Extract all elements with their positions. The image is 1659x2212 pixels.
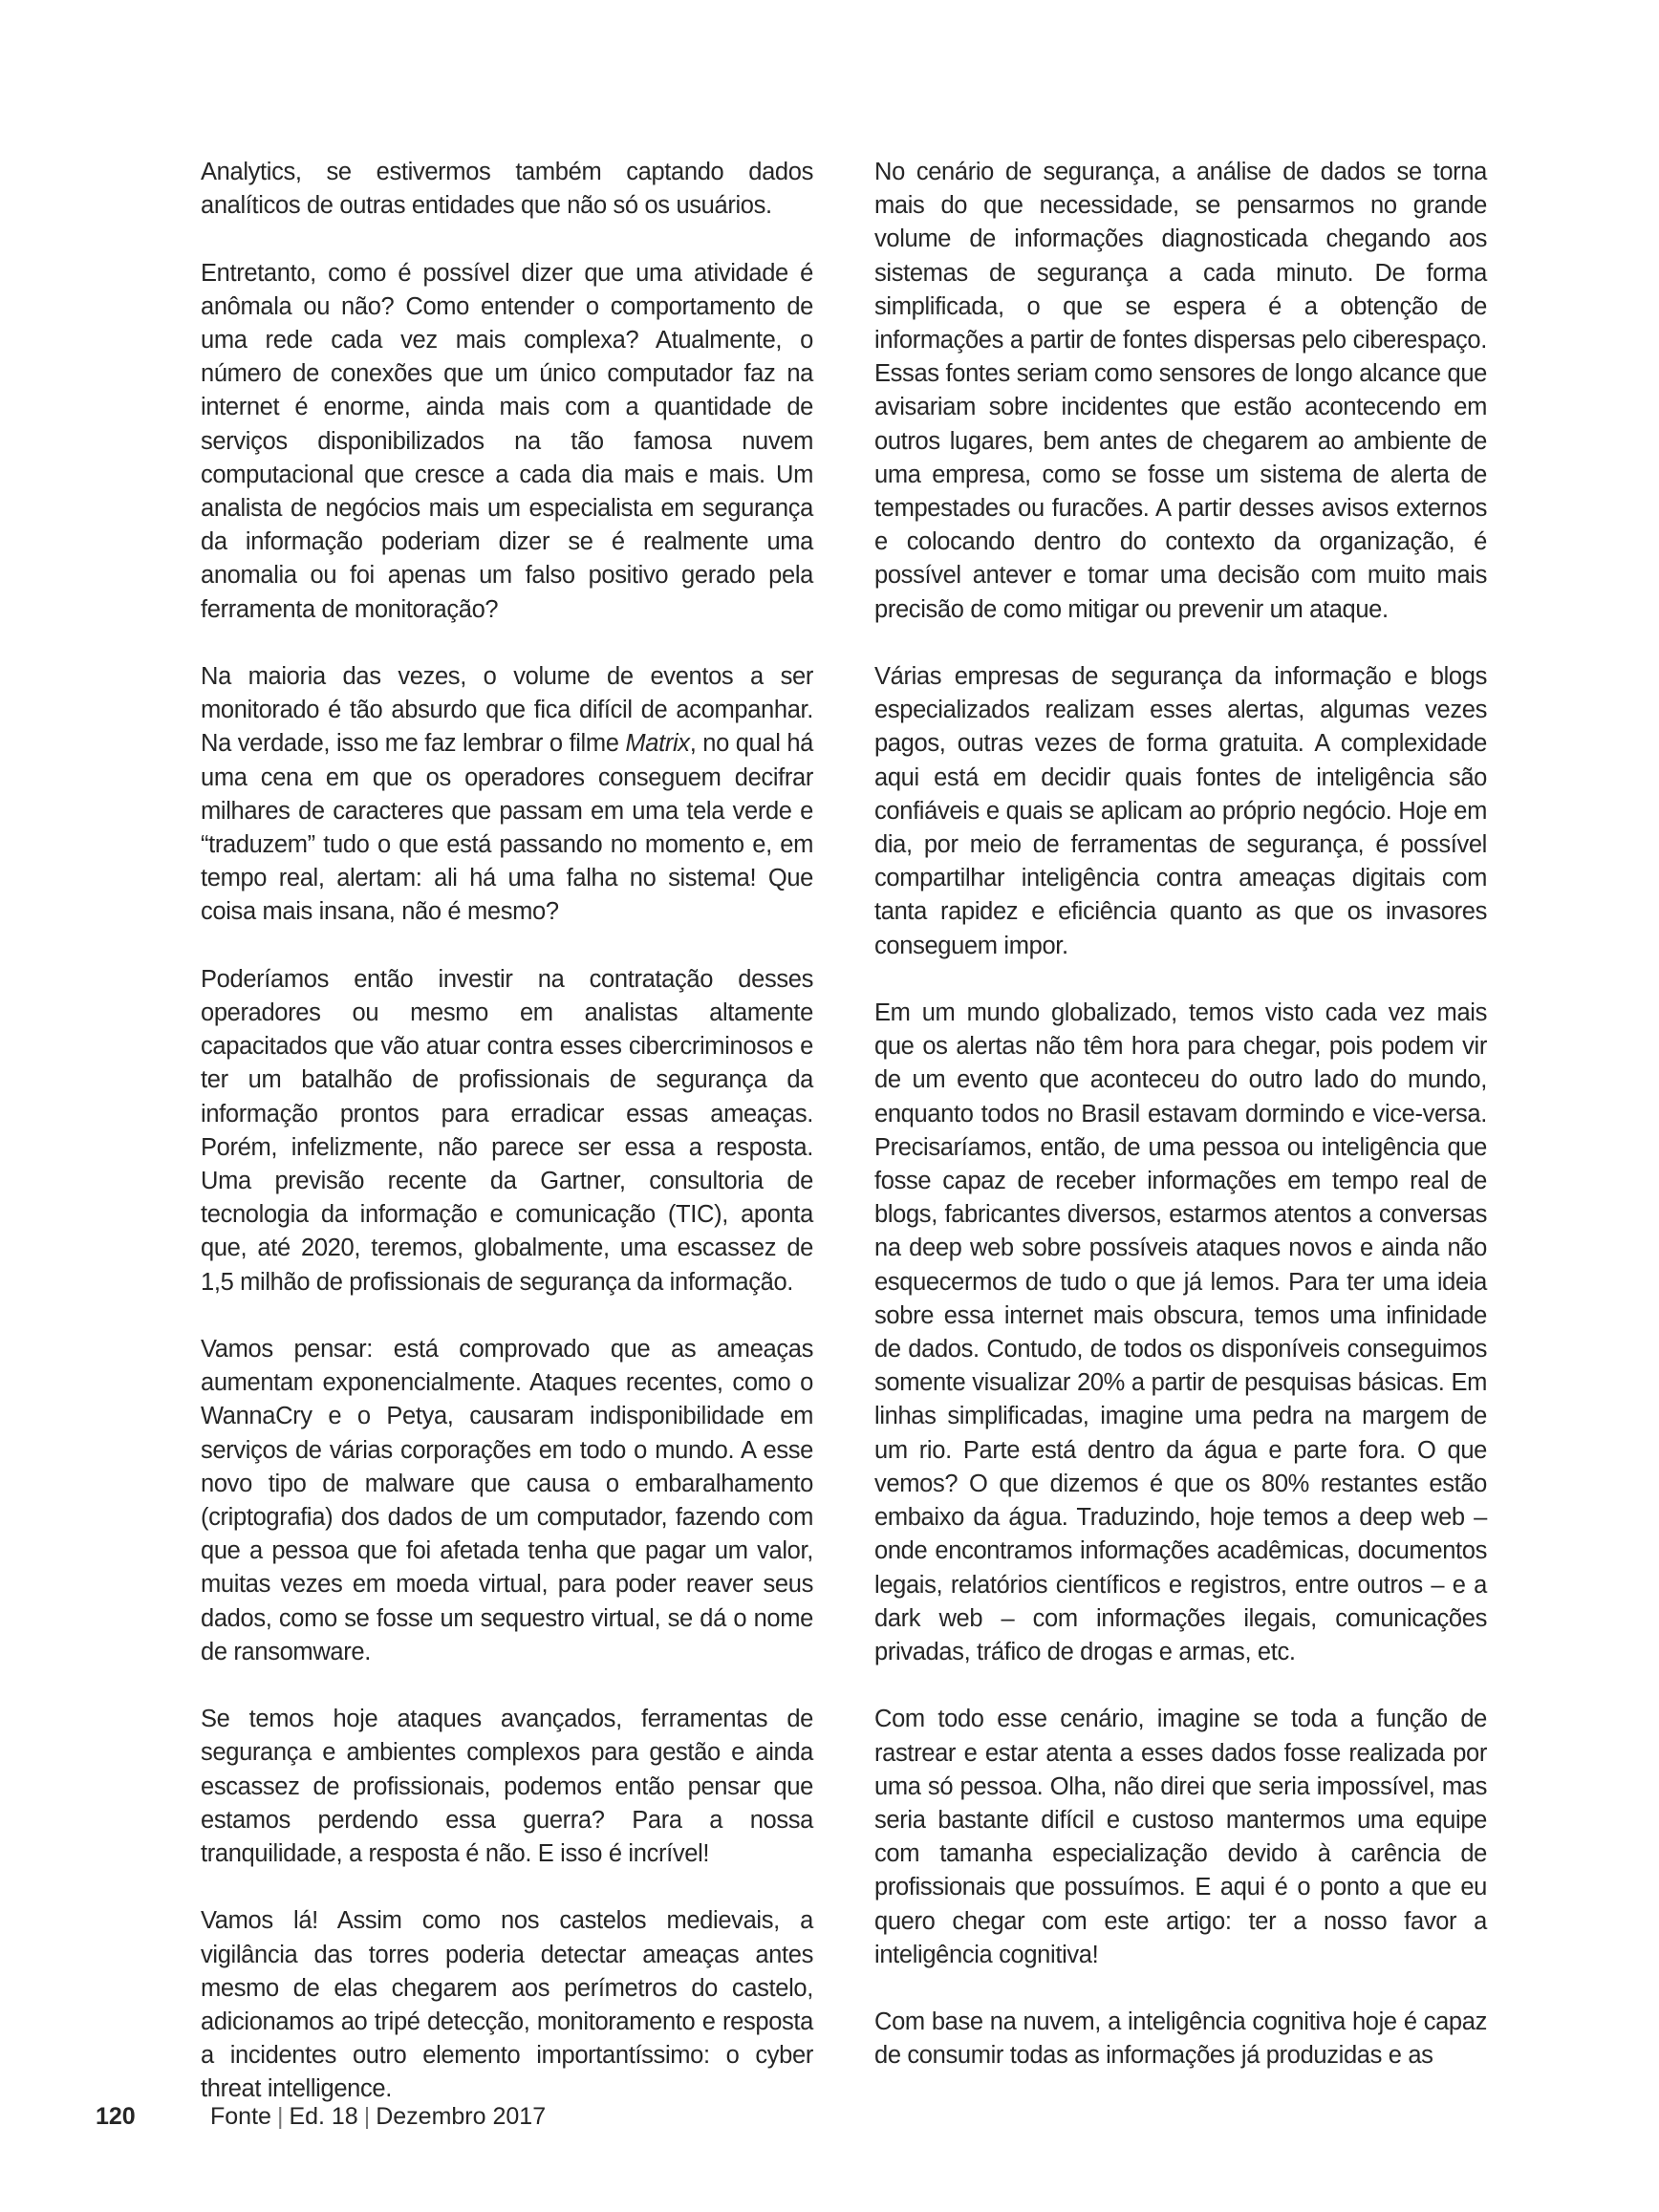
- film-title: Matrix: [625, 730, 690, 758]
- paragraph: Se temos hoje ataques avançados, ferramentas de segurança e ambientes complexos para gestão e ainda escassez de profissionais, podemos então pensar que estamos perdendo essa guerra? Para a nossa tranquilidade, a resposta é não. E isso é incrível!: [201, 1706, 813, 1868]
- separator: |: [363, 2103, 371, 2130]
- paragraph: Em um mundo globalizado, temos visto cada vez mais que os alertas não têm hora para chegar, pois podem vir de um evento que aconteceu do outro lado do mundo, enquanto todos no Brasil estavam dormindo e vice-versa. Precisaríamos, então, de uma pessoa ou inteligência que fosse capaz de receber informações em tempo real de blogs, fabricantes diversos, estarmos atentos a conversas na deep web sobre possíveis ataques novos e ainda não esquecermos de tudo o que já lemos. Para ter uma ideia sobre essa internet mais obscura, temos uma infinidade de dados. Contudo, de todos os disponíveis conseguimos somente visualizar 20% a partir de pesquisas básicas. Em linhas simplificadas, imagine uma pedra na margem de um rio. Parte está dentro da água e parte fora. O que vemos? O que dizemos é que os 80% restantes estão embaixo da água. Traduzindo, hoje temos a deep web – onde encontramos informações acadêmicas, documentos legais, relatórios científicos e registros, entre outros – e a dark web – com informações ilegais, comunicações privadas, tráfico de drogas e armas, etc.: [874, 999, 1487, 1665]
- paragraph: Com base na nuvem, a inteligência cognitiva hoje é capaz de consumir todas as informações já produzidas e as: [874, 2008, 1487, 2070]
- paragraph: Entretanto, como é possível dizer que uma atividade é anômala ou não? Como entender o comportamento de uma rede cada vez mais complexa? Atualmente, o número de conexões que um único computador faz na internet é enorme, ainda mais com a quantidade de serviços disponibilizados na tão famosa nuvem computacional que cresce a cada dia mais e mais. Um analista de negócios mais um especialista em segurança da informação poderiam dizer se é realmente uma anomalia ou foi apenas um falso positivo gerado pela ferramenta de monitoração?: [201, 259, 813, 623]
- paragraph: No cenário de segurança, a análise de dados se torna mais do que necessidade, se pensarmos no grande volume de informações diagnosticada chegando aos sistemas de segurança a cada minuto. De forma simplificada, o que se espera é a obtenção de informações a partir de fontes dispersas pelo ciberespaço. Essas fontes seriam como sensores de longo alcance que avisariam sobre incidentes que estão acontecendo em outros lugares, bem antes de chegarem ao ambiente de uma empresa, como se fosse um sistema de alerta de tempestades ou furacões. A partir desses avisos externos e colocando dentro do contexto da organização, é possível antever e tomar uma decisão com muito mais precisão de como mitigar ou prevenir um ataque.: [874, 159, 1487, 623]
- paragraph-text: , no qual há uma cena em que os operadores conseguem decifrar milhares de caracteres que passam em uma tela verde e “traduzem” tudo o que está passando no momento e, em tempo real, alertam: ali há uma falha no sistema! Que coisa mais insana, não é mesmo?: [201, 730, 813, 926]
- paragraph-text: Na maioria das vezes, o volume de eventos a ser monitorado é tão absurdo que fica difícil de acompanhar. Na verdade, isso me faz lembrar o filme: [201, 663, 813, 758]
- paragraph: Analytics, se estivermos também captando dados analíticos de outras entidades que não só os usuários.: [201, 159, 813, 220]
- paragraph: [201, 660, 813, 930]
- separator: |: [276, 2103, 284, 2130]
- paragraph: Poderíamos então investir na contratação desses operadores ou mesmo em analistas altamente capacitados que vão atuar contra esses cibercriminosos e ter um batalhão de profissionais de segurança da informação prontos para erradicar essas ameaças. Porém, infelizmente, não parece ser essa a resposta. Uma previsão recente da Gartner, consultoria de tecnologia da informação e comunicação (TIC), aponta que, até 2020, teremos, globalmente, uma escassez de 1,5 milhão de profissionais de segurança da informação.: [201, 965, 813, 1296]
- publication-name: Fonte: [210, 2103, 271, 2130]
- publication-date: Dezembro 2017: [376, 2103, 547, 2130]
- publication-line: [210, 2097, 546, 2136]
- paragraph: Vamos pensar: está comprovado que as ameaças aumentam exponencialmente. Ataques recentes, como o WannaCry e o Petya, causaram indisponibilidade em serviços de várias corporações em todo o mundo. A esse novo tipo de malware que causa o embaralhamento (criptografia) dos dados de um computador, fazendo com que a pessoa que foi afetada tenha que pagar um valor, muitas vezes em moeda virtual, para poder reaver seus dados, como se fosse um sequestro virtual, se dá o nome de ransomware.: [201, 1336, 813, 1665]
- article-right-column: [874, 156, 1487, 2073]
- article-left-column: [201, 156, 813, 2107]
- edition-number: Ed. 18: [289, 2103, 358, 2130]
- page-number: 120: [96, 2103, 136, 2130]
- paragraph: Com todo esse cenário, imagine se toda a função de rastrear e estar atenta a esses dados fosse realizada por uma só pessoa. Olha, não direi que seria impossível, mas seria bastante difícil e custoso mantermos uma equipe com tamanha especialização devido à carência de profissionais que possuímos. E aqui é o ponto a que eu quero chegar com este artigo: ter a nosso favor a inteligência cognitiva!: [874, 1706, 1487, 1968]
- paragraph: Várias empresas de segurança da informação e blogs especializados realizam esses alertas, algumas vezes pagos, outras vezes de forma gratuita. A complexidade aqui está em decidir quais fontes de inteligência são confiáveis e quais se aplicam ao próprio negócio. Hoje em dia, por meio de ferramentas de segurança, é possível compartilhar inteligência contra ameaças digitais com tanta rapidez e eficiência quanto as que os invasores conseguem impor.: [874, 663, 1487, 959]
- paragraph: Vamos lá! Assim como nos castelos medievais, a vigilância das torres poderia detectar ameaças antes mesmo de elas chegarem aos perímetros do castelo, adicionamos ao tripé detecção, monitoramento e resposta a incidentes outro elemento importantíssimo: o cyber threat intelligence.: [201, 1907, 813, 2103]
